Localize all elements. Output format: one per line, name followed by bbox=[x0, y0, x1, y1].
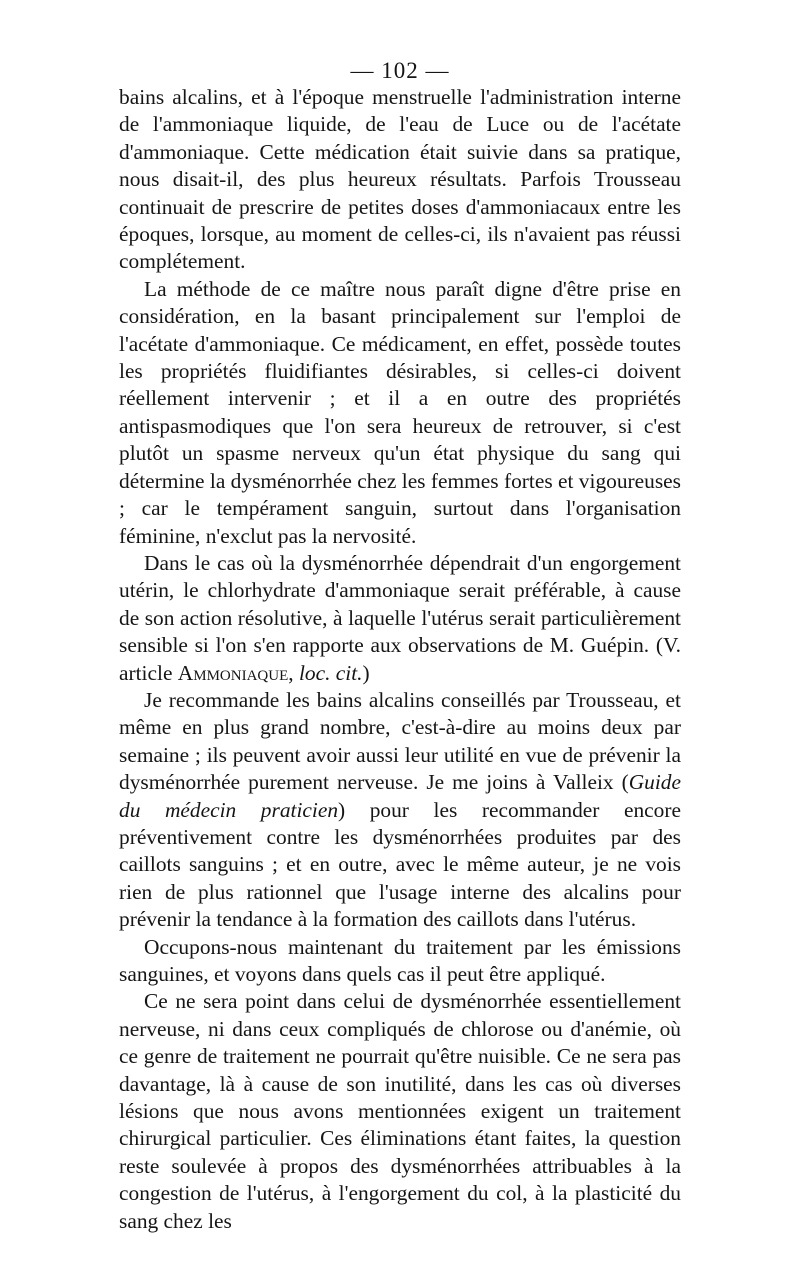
paragraph-4 bbox=[119, 687, 681, 934]
paragraph-5: Occupons-nous maintenant du traitement par les émissions sanguines, et voyons dans quels cas il peut être appliqué. bbox=[119, 934, 681, 986]
paragraph-3-text-before: Dans le cas où la dysménorrhée dépendrait d'un engorgement utérin, le chlorhydrate d'ammoniaque serait préférable, à cause de son action résolutive, à laquelle l'utérus serait particulièrement sensible si l'on s'en rapporte aux observations de M. Guépin. (V. article bbox=[119, 550, 681, 685]
paragraph-1: bains alcalins, et à l'époque menstruelle l'administration interne de l'ammoniaque liquide, de l'eau de Luce ou de l'acétate d'ammoniaque. Cette médication était suivie dans sa pratique, nous disait-il, des plus heureux résultats. Parfois Trousseau continuait de prescrire de petites doses d'ammoniacaux entre les époques, lorsque, au moment de celles-ci, ils n'avaient pas réussi complétement. bbox=[119, 85, 681, 274]
book-title-italic: Guide du médecin praticien bbox=[119, 770, 681, 822]
page-number: — 102 — bbox=[350, 58, 450, 83]
body-text bbox=[119, 84, 681, 1235]
article-reference: Ammoniaque bbox=[177, 660, 289, 685]
paragraph-3 bbox=[119, 550, 681, 687]
paragraph-4-text-before: Je recommande les bains alcalins conseillés par Trousseau, et même en plus grand nombre, c'est-à-dire au moins deux par semaine ; ils peuvent avoir aussi leur utilité en vue de prévenir la dysménorrhée purement nerveuse. Je me joins à Valleix ( bbox=[119, 687, 681, 795]
paragraph-6: Ce ne sera point dans celui de dysménorrhée essentiellement nerveuse, ni dans ceux compliqués de chlorose ou d'anémie, où ce genre de traitement ne pourrait qu'être nuisible. Ce ne sera pas davantage, là à cause de son inutilité, dans les cas où diverses lésions que nous avons mentionnées exigent un traitement chirurgical particulier. Ces éliminations étant faites, la question reste soulevée à propos des dysménorrhées attribuables à la congestion de l'utérus, à l'engorgement du col, à la plasticité du sang chez les bbox=[119, 989, 681, 1233]
paragraph-3-text-after: ) bbox=[362, 660, 370, 685]
paragraph-4-text-after: ) pour les recommander encore préventivement contre les dysménorrhées produites par des caillots sanguins ; et en outre, avec le même auteur, je ne vois rien de plus rationnel que l'usage interne des alcalins pour prévenir la tendance à la formation des caillots dans l'utérus. bbox=[119, 797, 681, 932]
citation-italic: loc. cit. bbox=[298, 660, 363, 685]
paragraph-2: La méthode de ce maître nous paraît digne d'être prise en considération, en la basant principalement sur l'emploi de l'acétate d'ammoniaque. Ce médicament, en effet, possède toutes les propriétés fluidifiantes désirables, si celles-ci doivent réellement intervenir ; et il a en outre des propriétés antispasmodiques que l'on sera heureux de retrouver, si c'est plutôt un spasme nerveux qu'un état physique du sang qui détermine la dysménorrhée chez les femmes fortes et vigoureuses ; car le tempérament sanguin, surtout dans l'organisation féminine, n'exclut pas la nervosité. bbox=[119, 276, 681, 548]
paragraph-3-separator: , bbox=[288, 660, 299, 685]
